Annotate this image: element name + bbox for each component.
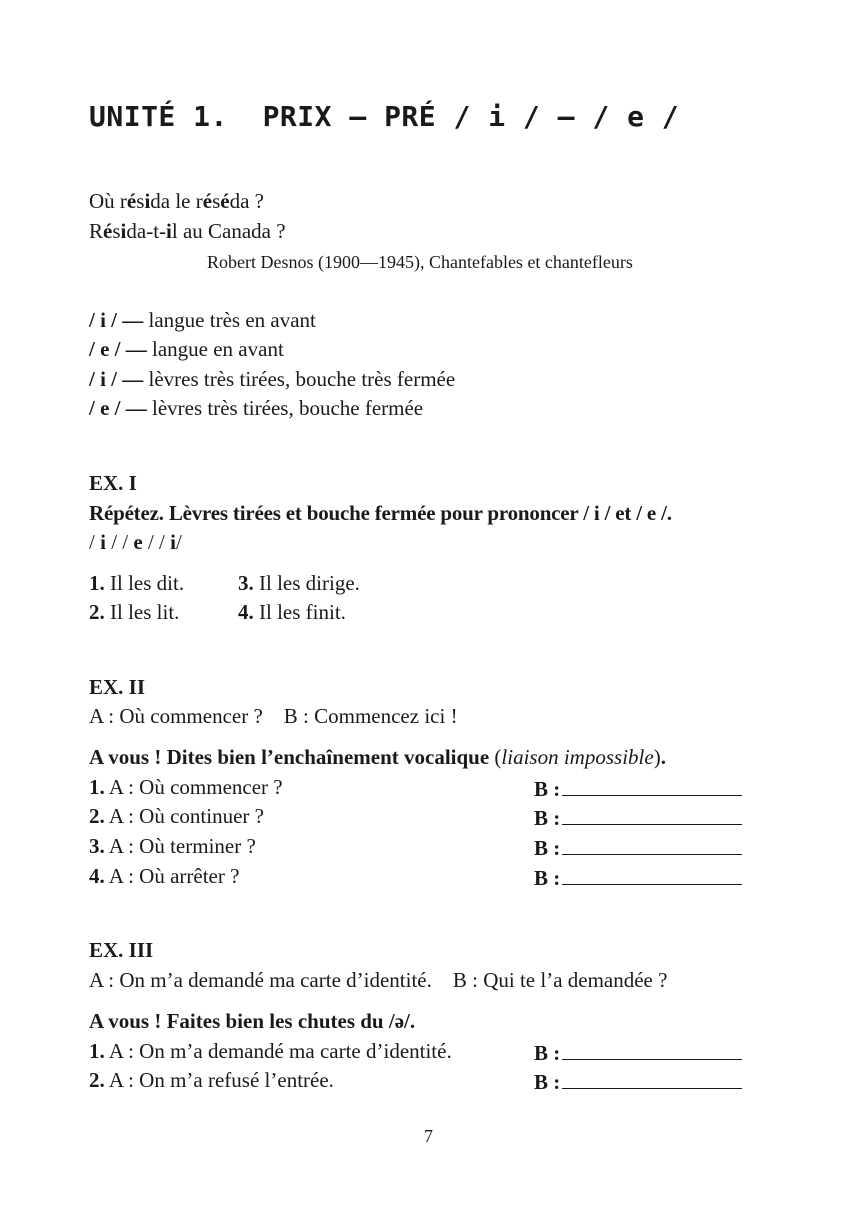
ex3-example: A : On m’a demandé ma carte d’identité. B : Qui te l’a demandée ?: [89, 968, 668, 992]
ex2-item: 1. A : Où commencer ?: [89, 775, 283, 799]
answer-blank[interactable]: [562, 1070, 742, 1089]
page-title: UNITÉ 1. PRIX — PRÉ / i / — / e /: [89, 100, 680, 133]
ex1-item: 1. Il les dit.: [89, 571, 185, 595]
ex1-pattern: / i / / e / / i/: [89, 530, 182, 554]
poem-line-1: Où résida le réséda ?: [89, 189, 265, 213]
ex2-item: 3. A : Où terminer ?: [89, 834, 256, 858]
ex3-answer: B :: [534, 1070, 742, 1093]
page-number: 7: [424, 1126, 433, 1146]
answer-blank[interactable]: [562, 806, 742, 825]
ex2-example: A : Où commencer ? B : Commencez ici !: [89, 704, 458, 728]
ex1-item: 2. Il les lit.: [89, 600, 180, 624]
ex1-heading: EX. I: [89, 471, 137, 495]
ex1-instruction: Répétez. Lèvres tirées et bouche fermée pour prononcer / i / et / e /.: [89, 501, 672, 525]
ex3-item: 2. A : On m’a refusé l’entrée.: [89, 1068, 334, 1092]
ex2-item: 4. A : Où arrêter ?: [89, 864, 240, 888]
poem-credit: Robert Desnos (1900—1945), Chantefables et chantefleurs: [207, 252, 633, 272]
ex3-heading: EX. III: [89, 938, 154, 962]
answer-blank[interactable]: [562, 836, 742, 855]
ex1-item: 4. Il les finit.: [238, 600, 346, 624]
answer-blank[interactable]: [562, 1041, 742, 1060]
ex3-answer: B :: [534, 1041, 742, 1064]
articulation-line: / i / — langue très en avant: [89, 308, 316, 332]
ex2-answer: B :: [534, 866, 742, 889]
ex2-answer: B :: [534, 836, 742, 859]
ex1-item: 3. Il les dirige.: [238, 571, 360, 595]
ex3-instruction: A vous ! Faites bien les chutes du /ə/.: [89, 1009, 416, 1033]
answer-blank[interactable]: [562, 866, 742, 885]
ex2-answer: B :: [534, 806, 742, 829]
articulation-line: / e / — langue en avant: [89, 337, 284, 361]
ex3-item: 1. A : On m’a demandé ma carte d’identité.: [89, 1039, 452, 1063]
ex2-instruction: A vous ! Dites bien l’enchaînement vocalique (liaison impossible).: [89, 745, 666, 769]
ex2-answer: B :: [534, 777, 742, 800]
ex2-item: 2. A : Où continuer ?: [89, 804, 264, 828]
articulation-line: / e / — lèvres très tirées, bouche fermée: [89, 396, 424, 420]
ex2-heading: EX. II: [89, 675, 146, 699]
answer-blank[interactable]: [562, 777, 742, 796]
poem-line-2: Résida-t-il au Canada ?: [89, 219, 286, 243]
articulation-line: / i / — lèvres très tirées, bouche très fermée: [89, 367, 456, 391]
